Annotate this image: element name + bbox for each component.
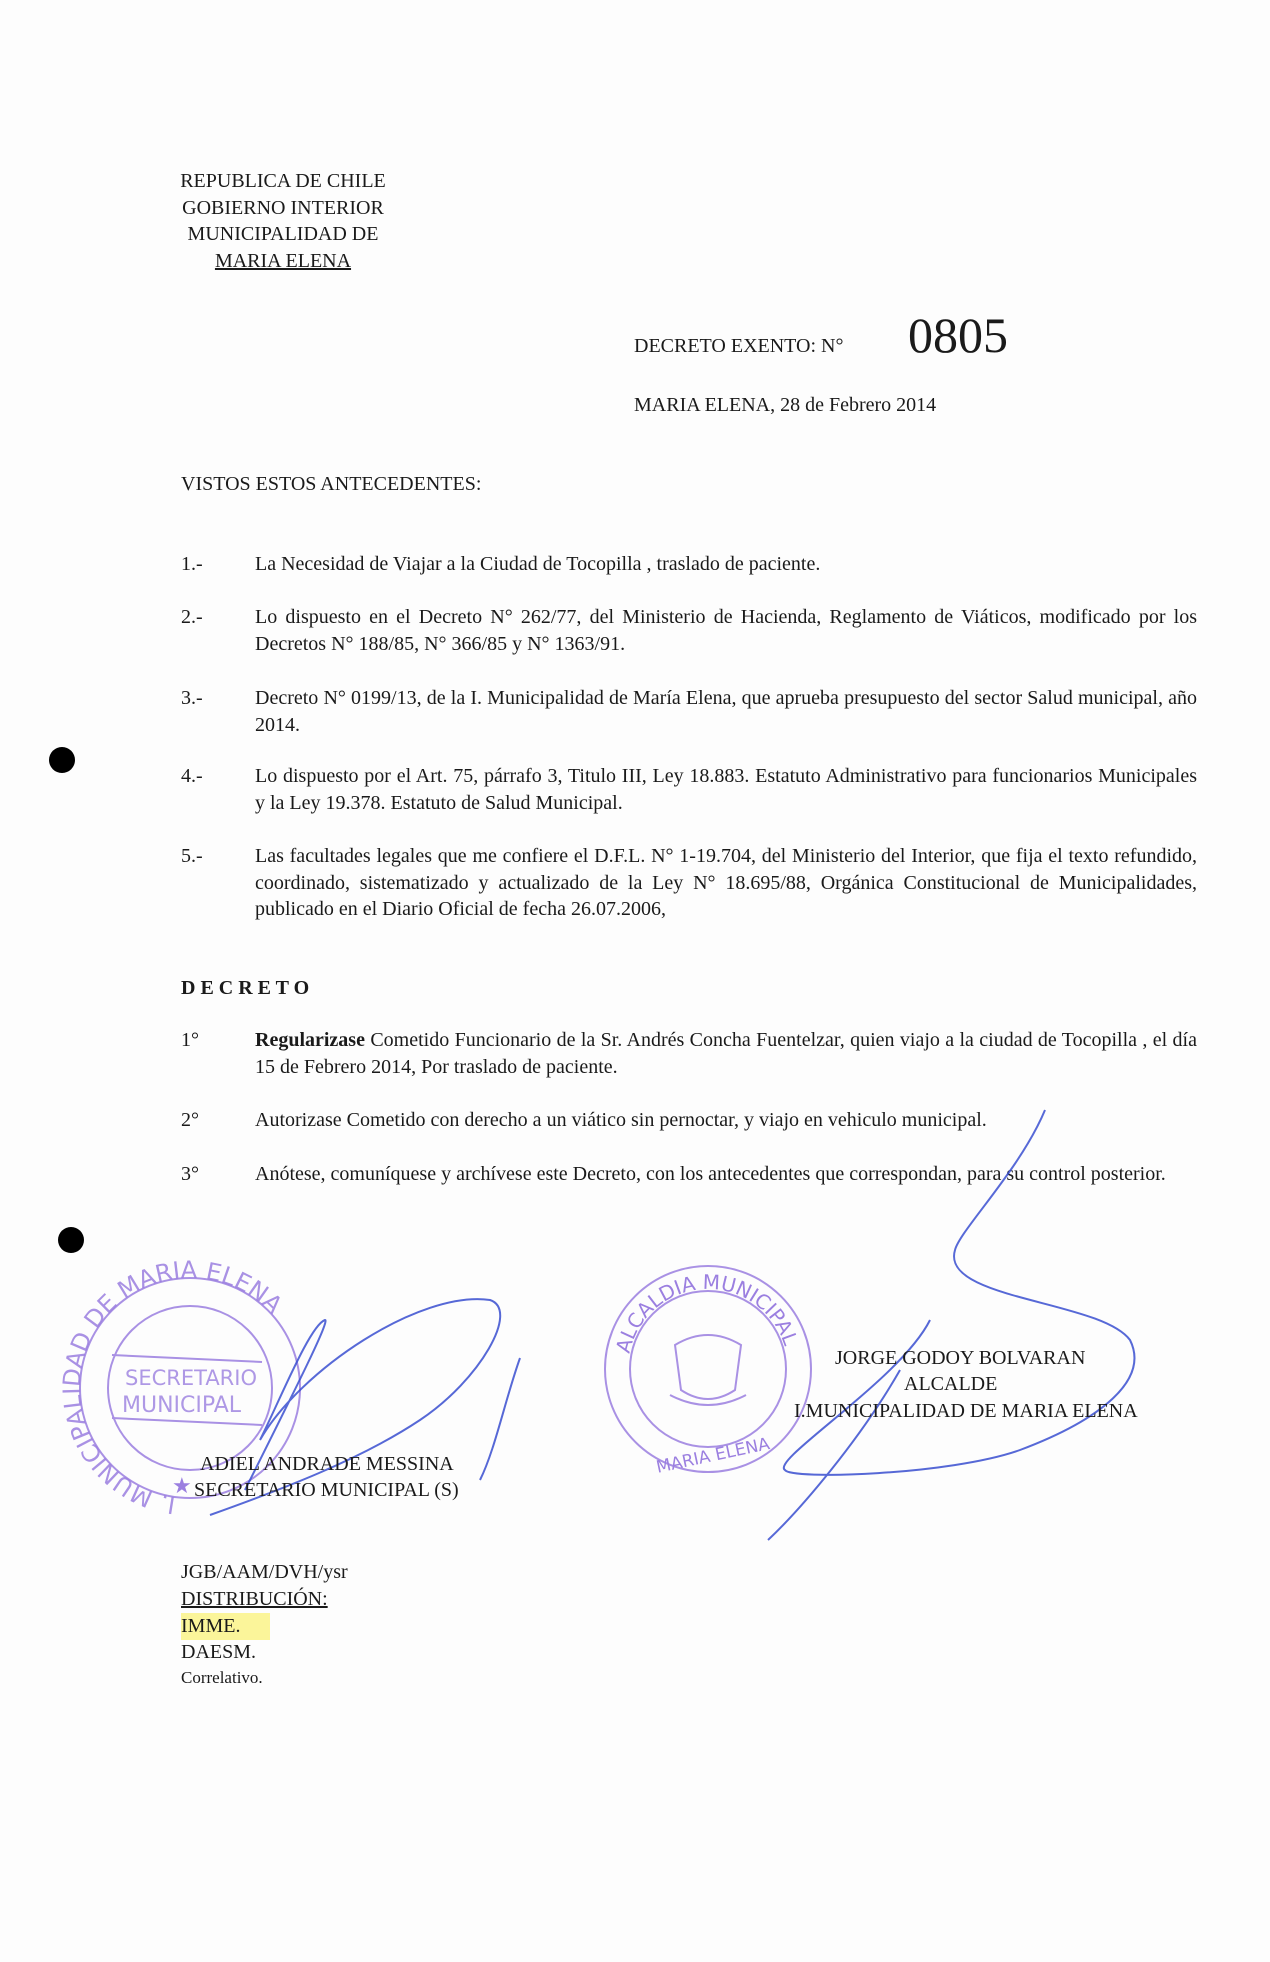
- vistos-item-text: Lo dispuesto en el Decreto N° 262/77, del Ministerio de Hacienda, Reglamento de Viáticos, modificado por los Decretos N° 188/85, N° 366/85 y N° 1363/91.: [255, 606, 1197, 655]
- vistos-item-number: 4.-: [181, 765, 203, 787]
- secretary-name: ADIEL ANDRADE MESSINA: [200, 1453, 454, 1475]
- secretary-stamp-center: MUNICIPAL: [122, 1393, 242, 1418]
- distribution-recipient: IMME.: [181, 1613, 270, 1640]
- decree-number: 0805: [908, 307, 1008, 363]
- mayor-title: ALCALDE: [904, 1373, 998, 1395]
- mayor-stamp-top-text: ALCALDIA MUNICIPAL: [610, 1269, 803, 1356]
- vistos-item-text: La Necesidad de Viajar a la Ciudad de Tocopilla , traslado de paciente.: [255, 553, 821, 575]
- decreto-item-body: Cometido Funcionario de la Sr. Andrés Concha Fuentelzar, quien viajo a la ciudad de Tocopilla , el día 15 de Febrero 2014, Por traslado de paciente.: [255, 1029, 1197, 1078]
- decree-place-date: MARIA ELENA, 28 de Febrero 2014: [634, 394, 937, 416]
- mayor-stamp: [605, 1266, 811, 1472]
- decreto-item-text: Autorizase Cometido con derecho a un viático sin pernoctar, y viajo en vehiculo municipal.: [255, 1109, 987, 1131]
- vistos-item-number: 2.-: [181, 606, 203, 628]
- header-line-municipality: MUNICIPALIDAD DE: [187, 223, 379, 245]
- mayor-organization: I.MUNICIPALIDAD DE MARIA ELENA: [794, 1400, 1138, 1422]
- decree-label: DECRETO EXENTO: N°: [634, 335, 844, 357]
- decreto-item-text: Anótese, comuníquese y archívese este Decreto, con los antecedentes que correspondan, para su control posterior.: [255, 1163, 1166, 1185]
- vistos-item-number: 5.-: [181, 845, 203, 867]
- distribution-label: DISTRIBUCIÓN:: [181, 1588, 328, 1610]
- initials: JGB/AAM/DVH/ysr: [181, 1561, 348, 1583]
- header-line-government: GOBIERNO INTERIOR: [182, 197, 384, 219]
- decreto-title: D E C R E T O: [181, 977, 310, 999]
- vistos-item-number: 3.-: [181, 687, 203, 709]
- secretary-title: SECRETARIO MUNICIPAL (S): [194, 1479, 459, 1501]
- header-line-republic: REPUBLICA DE CHILE: [180, 170, 386, 192]
- vistos-title: VISTOS ESTOS ANTECEDENTES:: [181, 473, 482, 495]
- vistos-item-number: 1.-: [181, 553, 203, 575]
- distribution-recipient: DAESM.: [181, 1641, 257, 1663]
- vistos-item-text: Las facultades legales que me confiere el D.F.L. N° 1-19.704, del Ministerio del Interior, que fija el texto refundido, coordinado, sistematizado y actualizado de la Ley N° 18.695/88, Orgánica Constitucional de Municipalidades, publicado en el Diario Oficial de fecha 26.07.2006,: [255, 845, 1197, 920]
- decreto-item-keyword: Regularizase: [255, 1029, 365, 1051]
- vistos-item-text: Decreto N° 0199/13, de la I. Municipalidad de María Elena, que aprueba presupuesto del sector Salud municipal, año 2014.: [255, 687, 1197, 736]
- correlative-note: Correlativo.: [181, 1668, 263, 1687]
- star-icon: ★: [172, 1473, 192, 1498]
- decreto-item-number: 3°: [181, 1163, 199, 1185]
- mayor-stamp-bottom-text: MARIA ELENA: [654, 1434, 772, 1478]
- decreto-item-number: 2°: [181, 1109, 199, 1131]
- decreto-item-number: 1°: [181, 1029, 199, 1051]
- secretary-stamp-center: SECRETARIO: [125, 1366, 257, 1390]
- secretary-stamp-ring-text: I. MUNICIPALIDAD DE MARIA ELENA: [57, 1255, 288, 1519]
- vistos-item-text: Lo dispuesto por el Art. 75, párrafo 3, Titulo III, Ley 18.883. Estatuto Administrativo para funcionarios Municipales y la Ley 19.378. Estatuto de Salud Municipal.: [255, 765, 1197, 814]
- header-line-city: MARIA ELENA: [214, 250, 352, 272]
- mayor-name: JORGE GODOY BOLVARAN: [835, 1347, 1086, 1369]
